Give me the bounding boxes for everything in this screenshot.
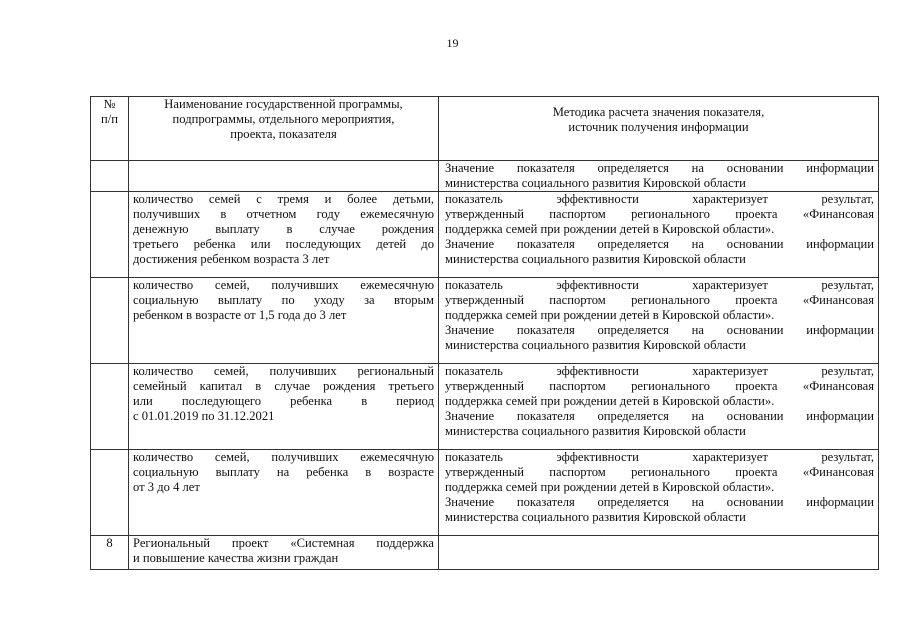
row-number bbox=[91, 192, 129, 278]
header-line: источник получения информации bbox=[568, 120, 749, 134]
method-line: поддержка семей при рождении детей в Кировской области». bbox=[445, 394, 775, 408]
row-number bbox=[91, 278, 129, 364]
table-row bbox=[91, 364, 879, 450]
method-line: показатель эффективности характеризует результат, bbox=[445, 192, 874, 206]
name-line: социальную выплату по уходу за вторым bbox=[133, 293, 434, 307]
name-line: с 01.01.2019 по 31.12.2021 bbox=[133, 409, 275, 423]
method-line: министерства социального развития Кировской области bbox=[445, 510, 746, 524]
row-name bbox=[129, 161, 439, 192]
method-line: показатель эффективности характеризует результат, bbox=[445, 364, 874, 378]
name-line: получивших в отчетном году ежемесячную bbox=[133, 207, 434, 221]
row-method bbox=[439, 536, 879, 570]
row-method bbox=[439, 450, 879, 536]
page-number: 19 bbox=[446, 36, 459, 50]
method-line: Значение показателя определяется на основании информации bbox=[445, 495, 874, 509]
name-line: количество семей, получивших ежемесячную bbox=[133, 278, 434, 292]
row-method bbox=[439, 364, 879, 450]
table-row bbox=[91, 161, 879, 192]
name-line: количество семей, получивших региональный bbox=[133, 364, 434, 378]
method-line: утвержденный паспортом регионального проекта «Финансовая bbox=[445, 207, 874, 221]
row-number: 8 bbox=[91, 536, 129, 570]
table-row bbox=[91, 450, 879, 536]
name-line: ребенком в возрасте от 1,5 года до 3 лет bbox=[133, 308, 347, 322]
row-number bbox=[91, 161, 129, 192]
method-line: Значение показателя определяется на основании информации bbox=[445, 409, 874, 423]
name-line: социальную выплату на ребенка в возрасте bbox=[133, 465, 434, 479]
header-line: Наименование государственной программы, bbox=[164, 97, 403, 111]
row-name bbox=[129, 278, 439, 364]
row-name bbox=[129, 536, 439, 570]
method-line: Значение показателя определяется на основании информации bbox=[445, 161, 874, 175]
method-line: утвержденный паспортом регионального проекта «Финансовая bbox=[445, 465, 874, 479]
method-line: поддержка семей при рождении детей в Кировской области». bbox=[445, 308, 775, 322]
method-line: министерства социального развития Кировской области bbox=[445, 424, 746, 438]
name-line: денежную выплату в случае рождения bbox=[133, 222, 434, 236]
method-line: министерства социального развития Кировской области bbox=[445, 252, 746, 266]
row-number bbox=[91, 450, 129, 536]
method-line: показатель эффективности характеризует результат, bbox=[445, 278, 874, 292]
header-line: подпрограммы, отдельного мероприятия, bbox=[172, 112, 395, 126]
row-name bbox=[129, 450, 439, 536]
table-row bbox=[91, 536, 879, 570]
method-line: Значение показателя определяется на основании информации bbox=[445, 323, 874, 337]
method-line: утвержденный паспортом регионального проекта «Финансовая bbox=[445, 293, 874, 307]
method-line: утвержденный паспортом регионального проекта «Финансовая bbox=[445, 379, 874, 393]
header-method bbox=[439, 97, 879, 161]
name-line: или последующего ребенка в период bbox=[133, 394, 434, 408]
name-line: третьего ребенка или последующих детей до bbox=[133, 237, 434, 251]
header-line: проекта, показателя bbox=[230, 127, 337, 141]
header-number bbox=[91, 97, 129, 161]
header-line: п/п bbox=[101, 112, 118, 126]
indicators-table bbox=[90, 96, 879, 570]
header-name bbox=[129, 97, 439, 161]
table-header-row bbox=[91, 97, 879, 161]
name-line: семейный капитал в случае рождения третьего bbox=[133, 379, 434, 393]
row-method bbox=[439, 278, 879, 364]
header-line: № bbox=[103, 97, 116, 111]
row-number bbox=[91, 364, 129, 450]
table-row bbox=[91, 192, 879, 278]
row-method bbox=[439, 192, 879, 278]
method-line: поддержка семей при рождении детей в Кировской области». bbox=[445, 222, 775, 236]
name-line: количество семей, получивших ежемесячную bbox=[133, 450, 434, 464]
header-line: Методика расчета значения показателя, bbox=[552, 105, 765, 119]
name-line: от 3 до 4 лет bbox=[133, 480, 200, 494]
row-name bbox=[129, 364, 439, 450]
method-line: Значение показателя определяется на основании информации bbox=[445, 237, 874, 251]
name-line: Региональный проект «Системная поддержка bbox=[133, 536, 434, 550]
row-method bbox=[439, 161, 879, 192]
method-line: министерства социального развития Кировской области bbox=[445, 338, 746, 352]
name-line: и повышение качества жизни граждан bbox=[133, 551, 339, 565]
method-line: поддержка семей при рождении детей в Кировской области». bbox=[445, 480, 775, 494]
name-line: количество семей с тремя и более детьми, bbox=[133, 192, 434, 206]
name-line: достижения ребенком возраста 3 лет bbox=[133, 252, 330, 266]
method-line: министерства социального развития Кировской области bbox=[445, 176, 746, 190]
row-name bbox=[129, 192, 439, 278]
table-row bbox=[91, 278, 879, 364]
method-line: показатель эффективности характеризует результат, bbox=[445, 450, 874, 464]
